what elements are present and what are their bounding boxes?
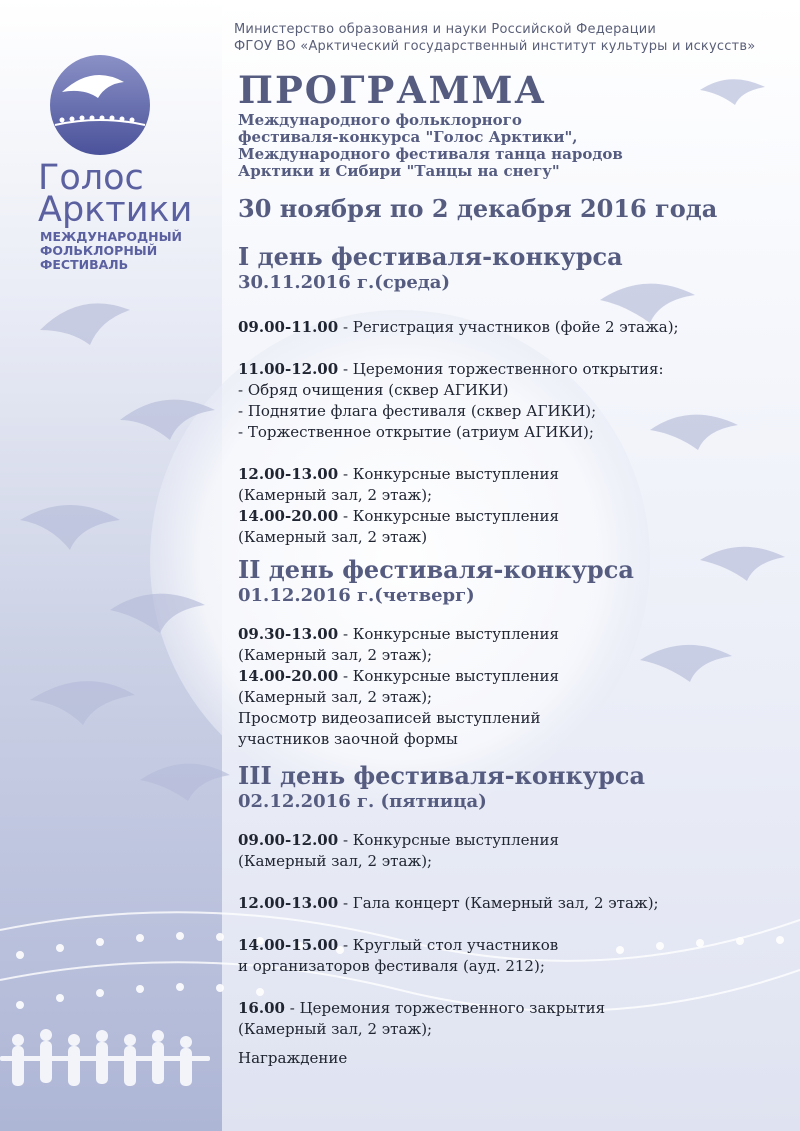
logo-name-line1: Голос <box>38 158 144 198</box>
event-time: 09.00-11.00 <box>238 318 339 336</box>
event-time: 14.00-15.00 <box>238 936 339 954</box>
logo-sub-line1: МЕЖДУНАРОДНЫЙ <box>40 229 182 244</box>
event-line: Награждение <box>238 1049 348 1067</box>
event-line: - Торжественное открытие (атриум АГИКИ); <box>238 423 594 441</box>
logo-sub-line3: ФЕСТИВАЛЬ <box>40 257 129 272</box>
event <box>238 464 794 485</box>
day-title: III день фестиваля-конкурса <box>238 761 646 790</box>
event-line: - Поднятие флага фестиваля (сквер АГИКИ); <box>238 402 597 420</box>
event-text: - Конкурсные выступления <box>342 831 559 849</box>
festival-logo <box>28 56 228 272</box>
event <box>238 893 794 914</box>
event-text: - Конкурсные выступления <box>342 465 559 483</box>
event-text: - Гала концерт (Камерный зал, 2 этаж); <box>342 894 659 912</box>
subtitle-line: фестиваля-конкурса "Голос Арктики", <box>238 128 578 146</box>
event <box>238 359 794 380</box>
event <box>238 830 794 851</box>
day-title: II день фестиваля-конкурса <box>238 555 634 584</box>
ministry-line: Министерство образования и науки Российской Федерации <box>234 22 657 37</box>
logo-name <box>38 158 228 230</box>
event-line: (Камерный зал, 2 этаж); <box>238 486 433 504</box>
event-time: 14.00-20.00 <box>238 667 339 685</box>
event-line: (Камерный зал, 2 этаж); <box>238 852 433 870</box>
event <box>238 317 794 338</box>
event-line: (Камерный зал, 2 этаж); <box>238 688 433 706</box>
event-text: - Церемония торжественного закрытия <box>289 999 606 1017</box>
logo-subtitle <box>40 230 228 272</box>
day-date: 30.11.2016 г.(среда) <box>238 272 450 293</box>
event-time: 09.00-12.00 <box>238 831 339 849</box>
day-2 <box>238 556 794 750</box>
subtitle-line: Арктики и Сибири "Танцы на снегу" <box>238 162 560 180</box>
day-date: 01.12.2016 г.(четверг) <box>238 585 475 606</box>
day-date: 02.12.2016 г. (пятница) <box>238 791 487 812</box>
event-time: 12.00-13.00 <box>238 465 339 483</box>
event-text: - Церемония торжественного открытия: <box>342 360 664 378</box>
logo-emblem-space <box>28 56 228 156</box>
day-1 <box>238 243 794 548</box>
event <box>238 506 794 527</box>
event <box>238 998 794 1019</box>
event-text: - Регистрация участников (фойе 2 этажа); <box>342 318 679 336</box>
event-text: - Конкурсные выступления <box>342 507 559 525</box>
day-title: I день фестиваля-конкурса <box>238 242 623 271</box>
event-line: (Камерный зал, 2 этаж); <box>238 1020 433 1038</box>
logo-sub-line2: ФОЛЬКЛОРНЫЙ <box>40 243 158 258</box>
event-line: (Камерный зал, 2 этаж) <box>238 528 428 546</box>
event-line: участников заочной формы <box>238 730 458 748</box>
event-text: - Конкурсные выступления <box>342 625 559 643</box>
event <box>238 624 794 645</box>
page-title: ПРОГРАММА <box>238 68 547 112</box>
logo-name-line2: Арктики <box>38 190 193 230</box>
event-time: 11.00-12.00 <box>238 360 339 378</box>
subtitle-line: Международного фольклорного <box>238 111 522 129</box>
event-line: - Обряд очищения (сквер АГИКИ) <box>238 381 509 399</box>
event-time: 16.00 <box>238 999 285 1017</box>
institute-line: ФГОУ ВО «Арктический государственный институт культуры и искусств» <box>234 39 756 54</box>
day-3 <box>238 762 794 1069</box>
event-text: - Конкурсные выступления <box>342 667 559 685</box>
event-text: - Круглый стол участников <box>342 936 559 954</box>
festival-dates: 30 ноября по 2 декабря 2016 года <box>238 194 718 223</box>
event <box>238 935 794 956</box>
event-time: 09.30-13.00 <box>238 625 339 643</box>
subtitle <box>238 112 623 180</box>
program-content <box>238 243 794 1069</box>
subtitle-line: Международного фестиваля танца народов <box>238 145 623 163</box>
event-line: (Камерный зал, 2 этаж); <box>238 646 433 664</box>
event-line: и организаторов фестиваля (ауд. 212); <box>238 957 545 975</box>
event-line: Просмотр видеозаписей выступлений <box>238 709 541 727</box>
event <box>238 666 794 687</box>
event-time: 14.00-20.00 <box>238 507 339 525</box>
event-time: 12.00-13.00 <box>238 894 339 912</box>
